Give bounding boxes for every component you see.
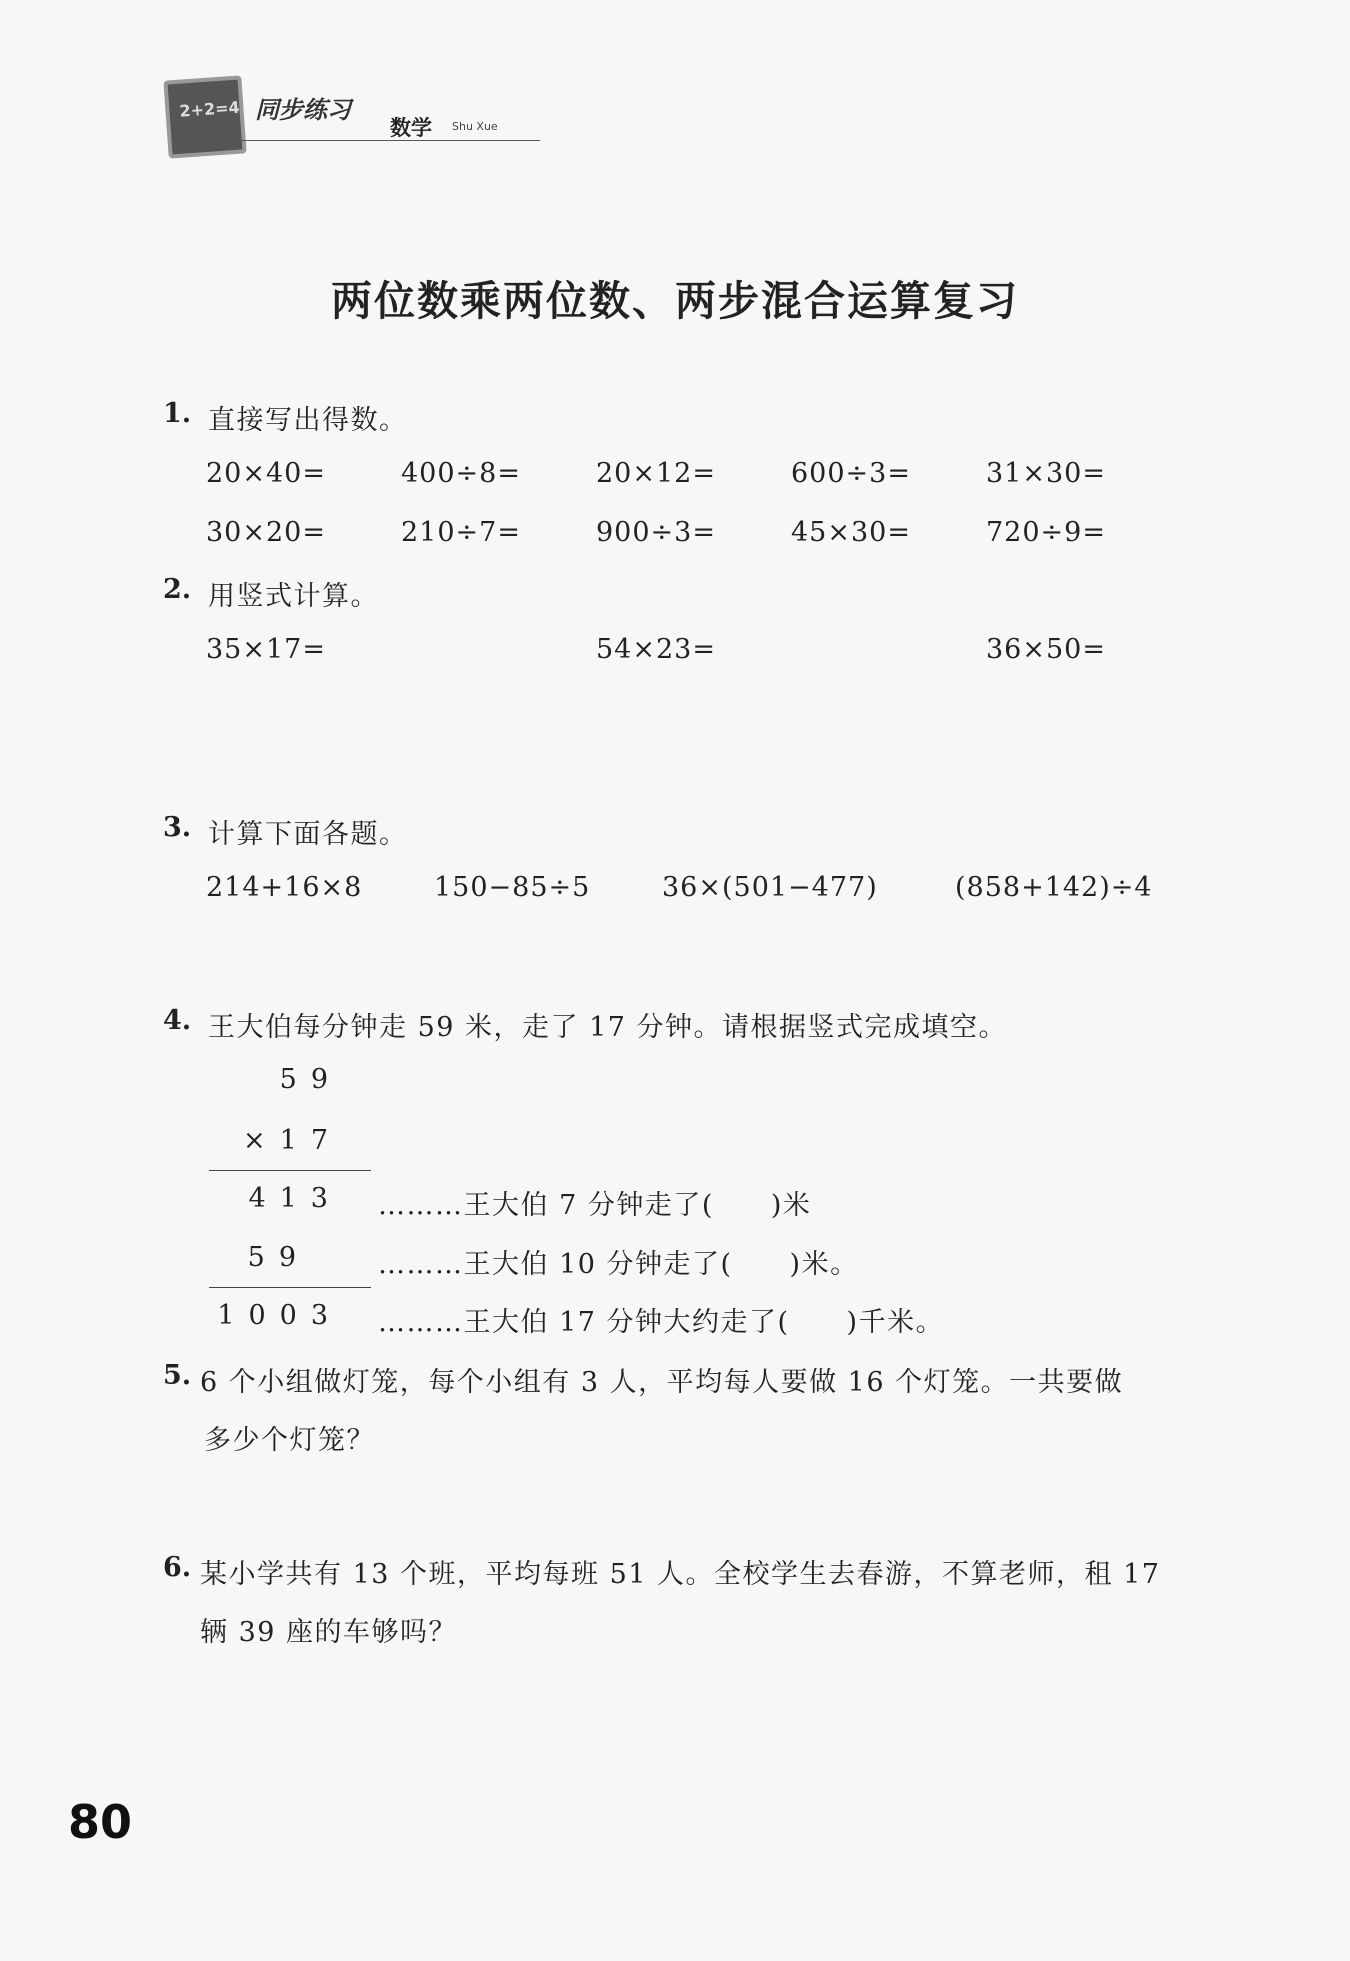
q1-expr: 210÷7= [401,517,521,548]
vertical-rule [209,1287,371,1288]
series-name: 同步练习 [255,96,351,124]
q1-expr: 20×40= [206,458,326,489]
q2-expr: 35×17= [206,634,326,665]
q2-instruction: 用竖式计算。 [208,581,379,612]
q3-expr: (858+142)÷4 [955,872,1153,903]
blackboard-text: 2+2=4 [178,97,241,121]
page-title: 两位数乘两位数、两步混合运算复习 [331,277,1019,325]
q6-number: 6. [163,1552,192,1583]
vertical-multiplier: ×17 [243,1125,342,1156]
q4-fill-blank: ………王大伯 10 分钟走了( )米。 [378,1249,859,1280]
q4-fill-blank: ………王大伯 17 分钟大约走了( )千米。 [378,1307,945,1338]
q1-expr: 30×20= [206,517,326,548]
q1-expr: 720÷9= [986,517,1106,548]
q3-instruction: 计算下面各题。 [208,819,408,850]
q1-expr: 900÷3= [596,517,716,548]
q4-fill-blank: ………王大伯 7 分钟走了( )米 [378,1190,812,1221]
q6-text: 辆 39 座的车够吗？ [200,1617,458,1648]
vertical-multiplicand: 59 [279,1064,342,1095]
q2-expr: 36×50= [986,634,1106,665]
subject-pinyin: Shu Xue [452,120,498,133]
q1-expr: 20×12= [596,458,716,489]
header-rule [240,140,540,141]
subject-name: 数学 [390,116,432,140]
q5-number: 5. [163,1360,192,1391]
q4-instruction: 王大伯每分钟走 59 米，走了 17 分钟。请根据竖式完成填空。 [208,1012,1008,1043]
vertical-partial-product: 59 [247,1242,310,1273]
q2-expr: 54×23= [596,634,716,665]
vertical-product: 1003 [217,1300,342,1331]
q3-expr: 150−85÷5 [434,872,591,903]
series-logo [160,72,540,162]
q1-expr: 45×30= [791,517,911,548]
q2-number: 2. [163,574,192,605]
q5-text: 6 个小组做灯笼，每个小组有 3 人，平均每人要做 16 个灯笼。一共要做 [200,1367,1124,1398]
q3-number: 3. [163,812,192,843]
q5-text: 多少个灯笼？ [204,1425,375,1456]
q1-number: 1. [163,398,192,429]
q6-text: 某小学共有 13 个班，平均每班 51 人。全校学生去春游，不算老师，租 17 [200,1559,1161,1590]
q1-expr: 600÷3= [791,458,911,489]
q1-expr: 31×30= [986,458,1106,489]
vertical-partial-product: 413 [248,1183,342,1214]
q1-instruction: 直接写出得数。 [208,405,408,436]
blackboard-icon [163,75,246,158]
page-number: 80 [68,1795,133,1849]
q3-expr: 214+16×8 [206,872,363,903]
q1-expr: 400÷8= [401,458,521,489]
vertical-rule [209,1170,371,1171]
q3-expr: 36×(501−477) [662,872,878,903]
q4-number: 4. [163,1005,192,1036]
